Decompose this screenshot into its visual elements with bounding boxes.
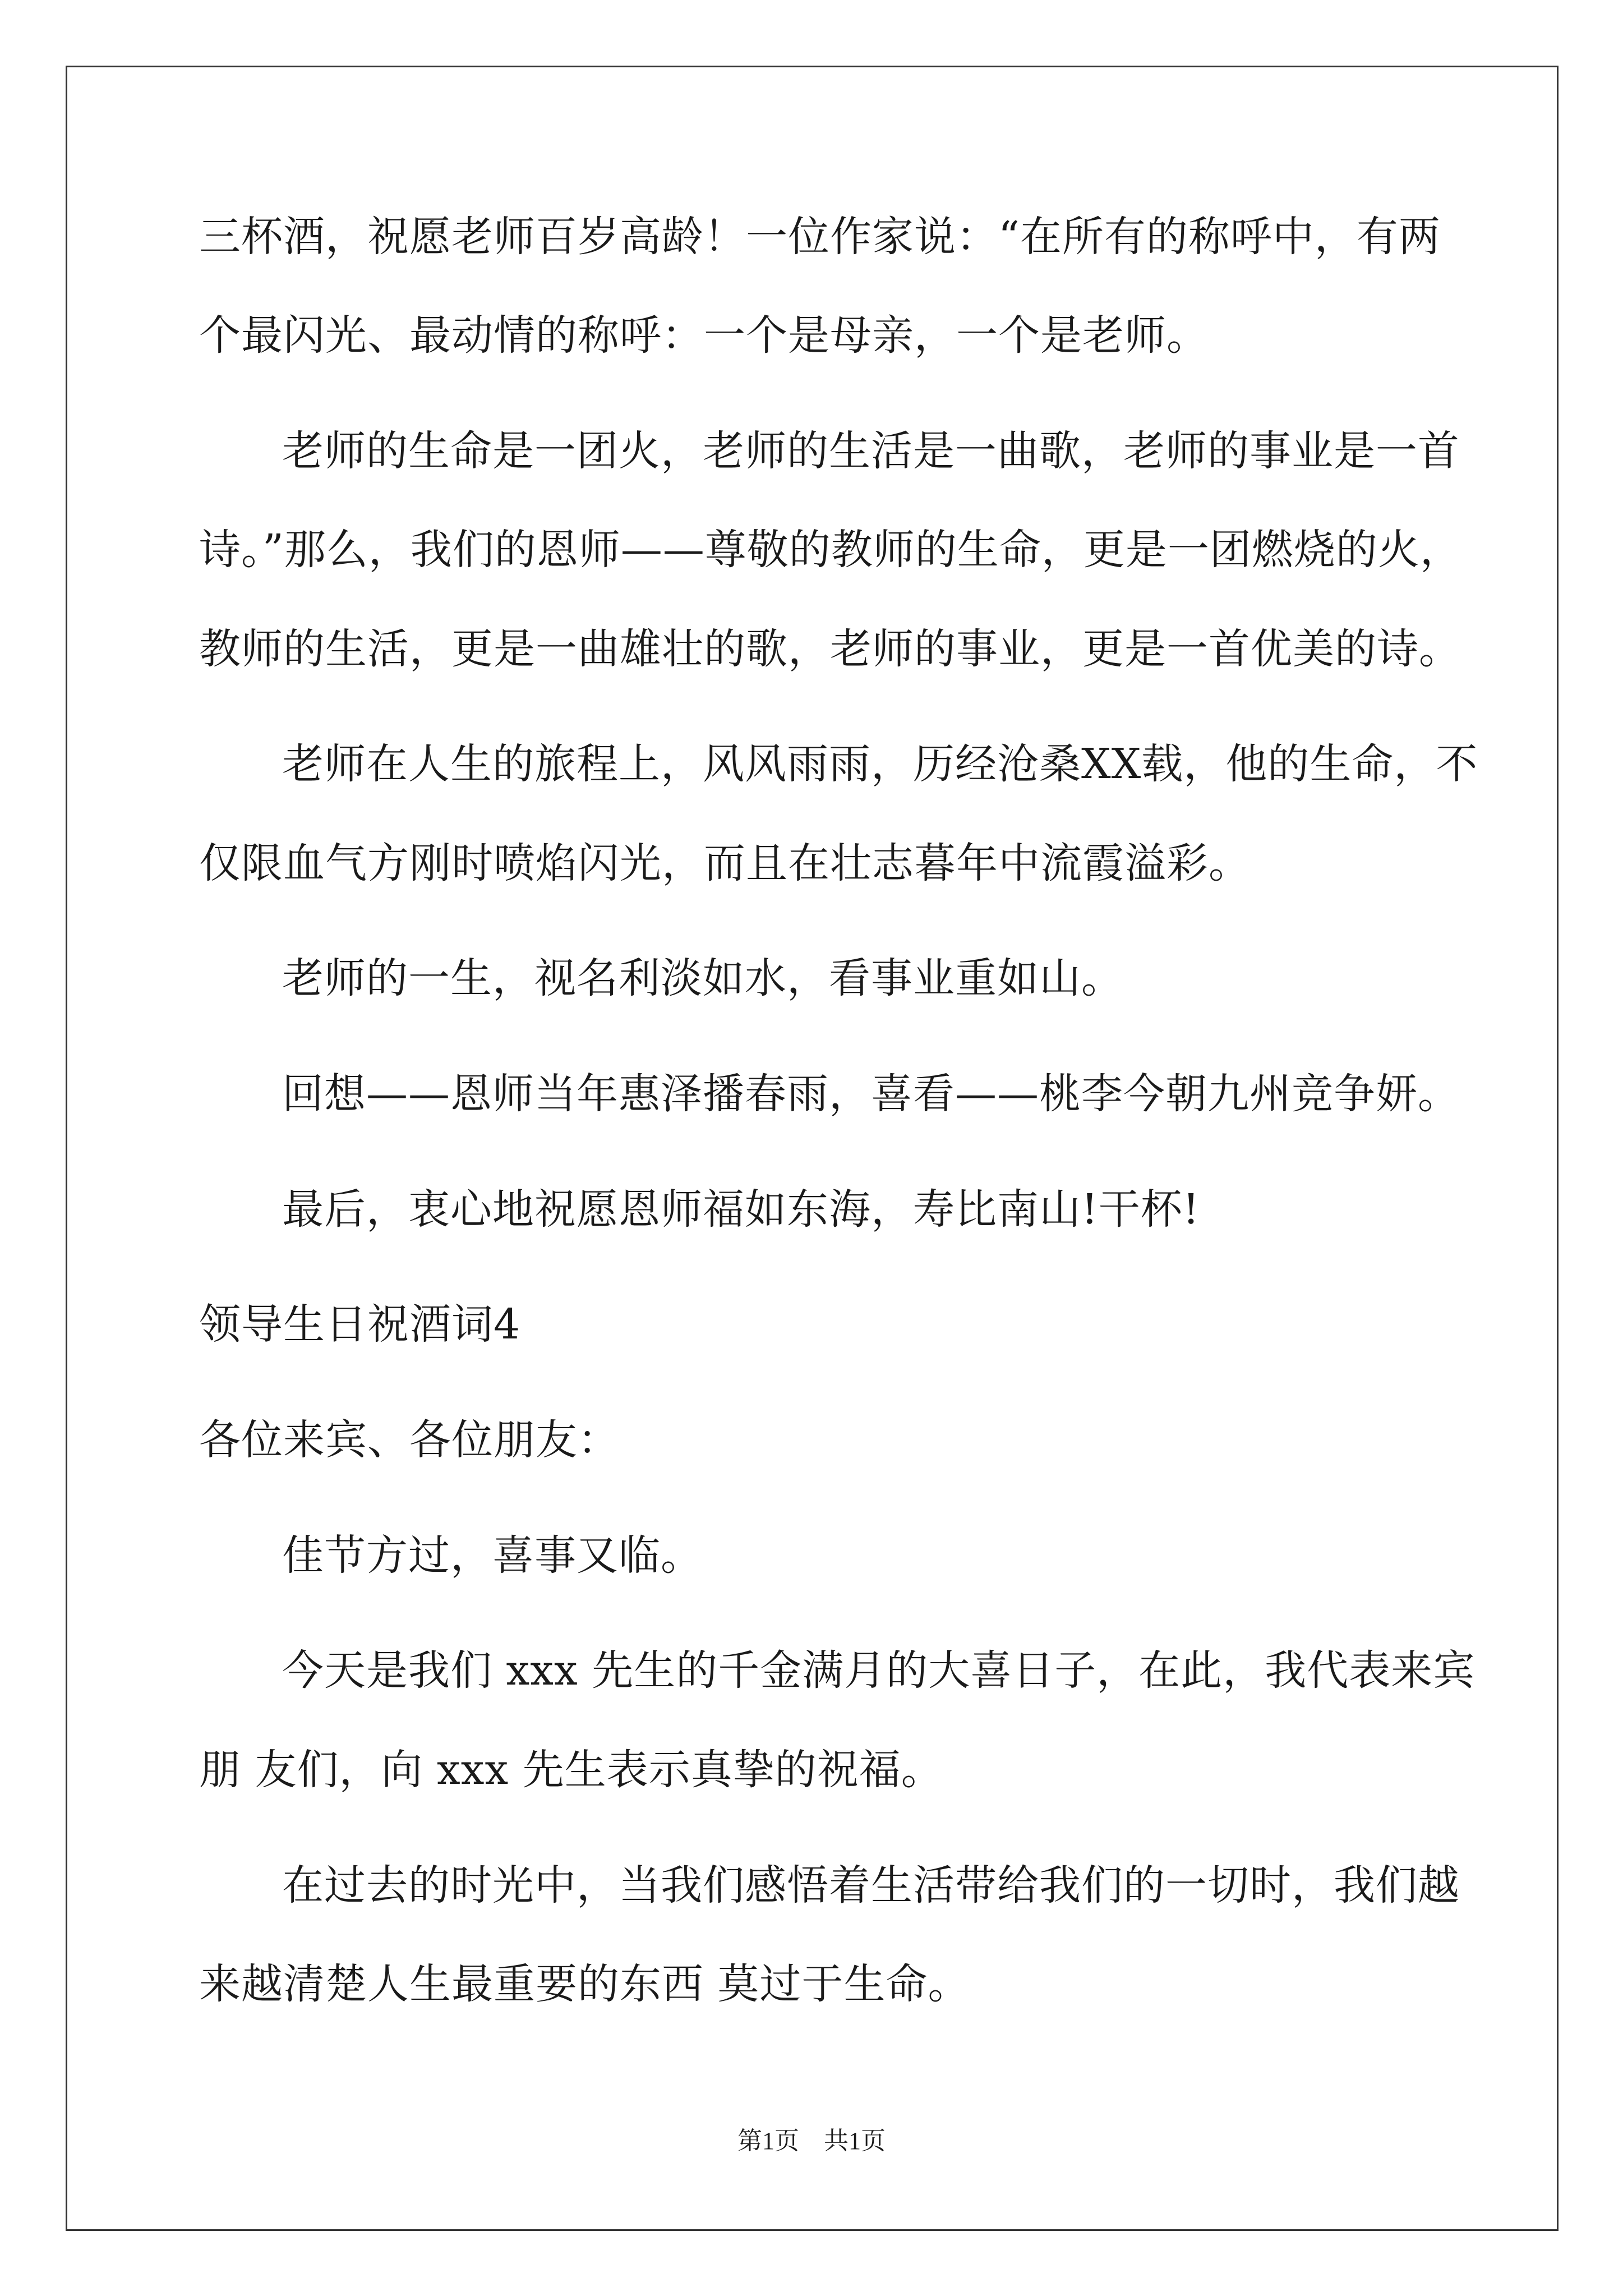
text-line-9: 回想——恩师当年惠泽播春雨，喜看——桃李今朝九州竞争妍。 <box>282 1070 1460 1118</box>
section-heading: 领导生日祝酒词4 <box>199 1300 521 1349</box>
text-line-8: 老师的一生，视名利淡如水，看事业重如山。 <box>282 954 1123 1002</box>
text-line-15: 朋 友们，向 xxx 先生表示真挚的祝福。 <box>199 1746 943 1794</box>
text-line-13: 佳节方过，喜事又临。 <box>282 1531 703 1580</box>
text-line-17: 来越清楚人生最重要的东西 莫过于生命。 <box>199 1960 970 2008</box>
text-line-6: 老师在人生的旅程上，风风雨雨，历经沧桑XX载，他的生命，不 <box>282 740 1478 788</box>
text-line-14: 今天是我们 xxx 先生的千金满月的大喜日子，在此，我代表来宾 <box>282 1646 1476 1695</box>
page-footer: 第1页 共1页 <box>737 2127 886 2155</box>
text-line-7: 仅限血气方刚时喷焰闪光，而且在壮志暮年中流霞溢彩。 <box>199 839 1251 887</box>
text-line-2: 个最闪光、最动情的称呼：一个是母亲，一个是老师。 <box>199 311 1209 360</box>
text-line-4: 诗。”那么，我们的恩师——尊敬的教师的生命，更是一团燃烧的火， <box>199 526 1462 574</box>
text-line-5: 教师的生活，更是一曲雄壮的歌，老师的事业，更是一首优美的诗。 <box>199 625 1461 673</box>
text-line-16: 在过去的时光中，当我们感悟着生活带给我们的一切时，我们越 <box>282 1861 1460 1910</box>
salutation: 各位来宾、各位朋友： <box>199 1416 620 1464</box>
text-line-1: 三杯酒，祝愿老师百岁高龄！一位作家说：“在所有的称呼中，有两 <box>199 213 1441 261</box>
text-line-3: 老师的生命是一团火，老师的生活是一曲歌，老师的事业是一首 <box>282 427 1460 475</box>
text-line-10: 最后，衷心地祝愿恩师福如东海，寿比南山!干杯! <box>282 1185 1200 1234</box>
